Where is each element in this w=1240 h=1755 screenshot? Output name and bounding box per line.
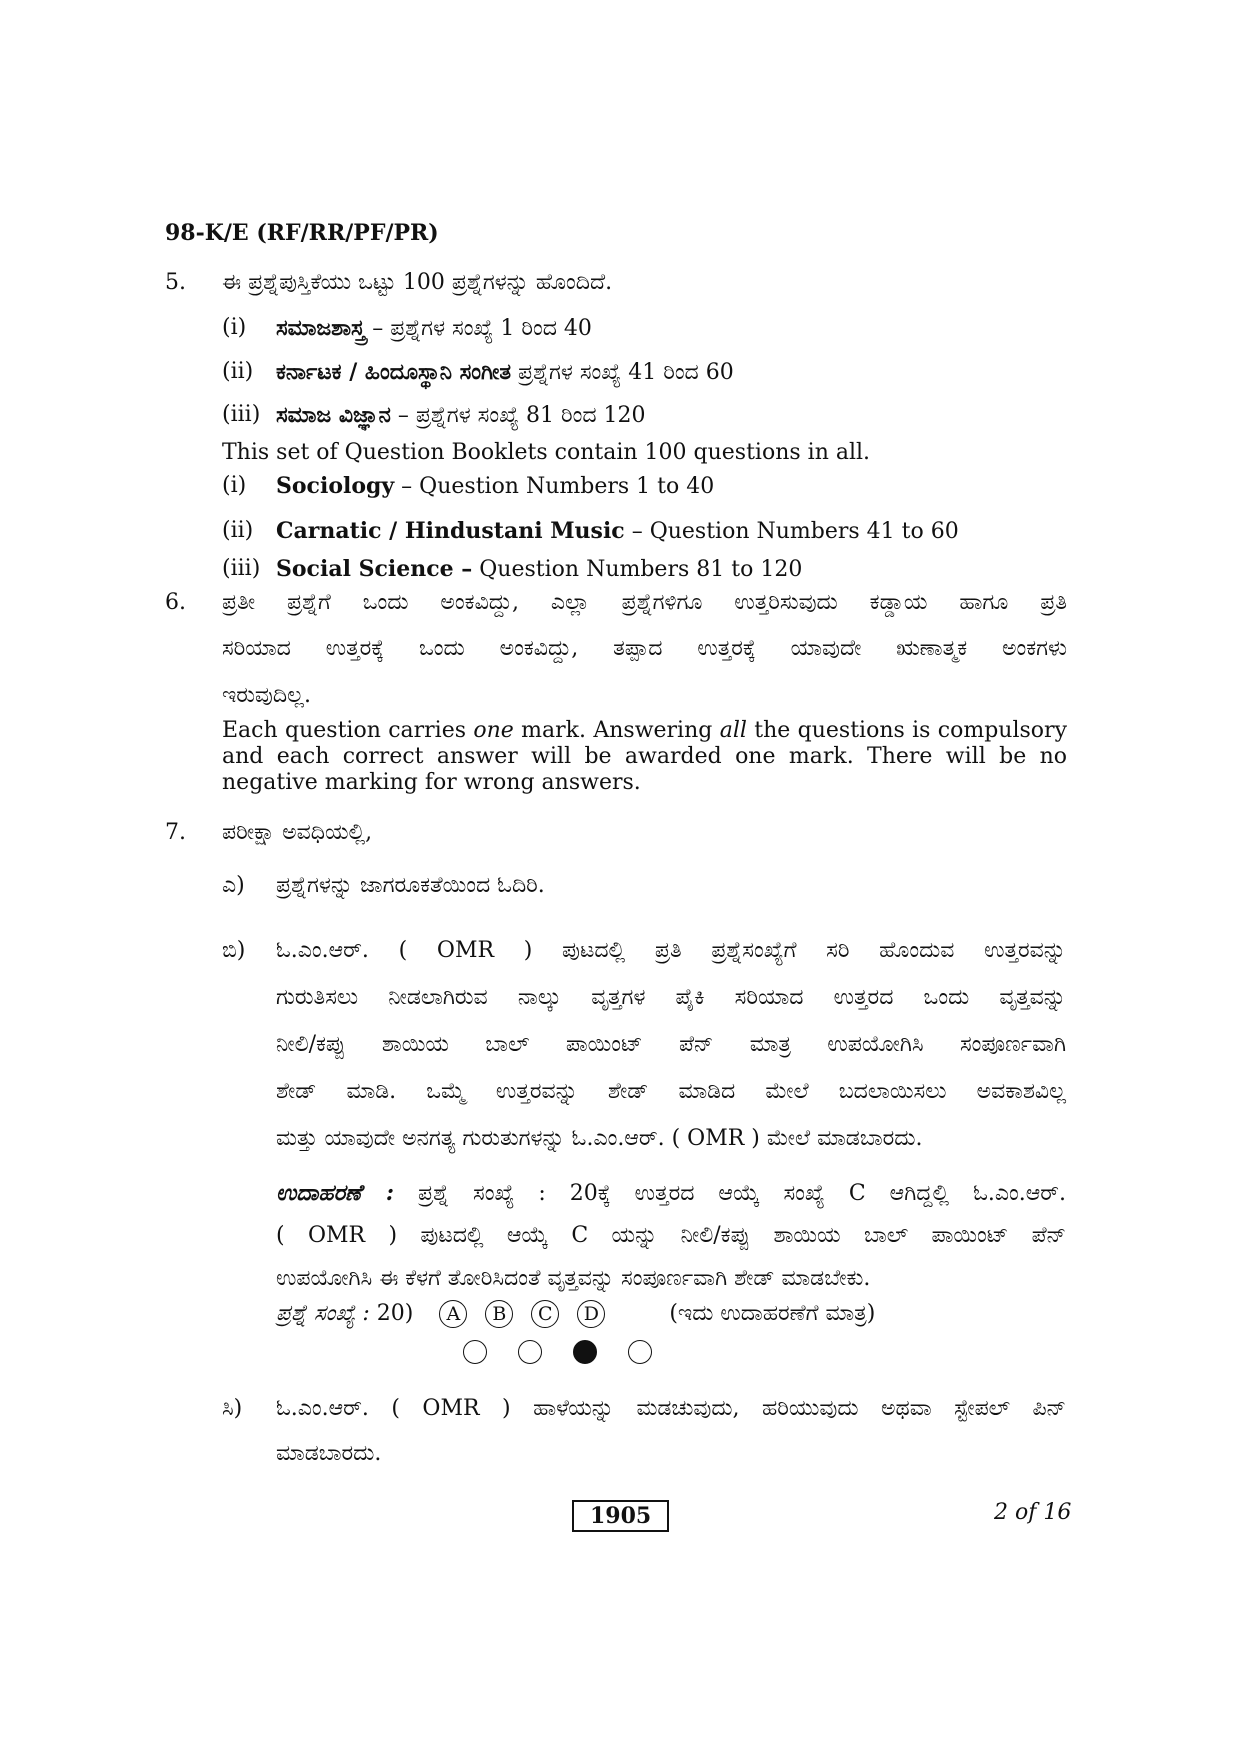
omr-bubble-d [628, 1340, 652, 1364]
q6-kannada-line: ಸರಿಯಾದ ಉತ್ತರಕ್ಕೆ ಒಂದು ಅಂಕವಿದ್ದು, ತಪ್ಪಾದ ಉತ್ತರಕ್ಕೆ ಯಾವುದೇ ಋಣಾತ್ಮಕ ಅಂಕಗಳು [222, 636, 1067, 661]
q7-b-line: ಓ.ಎಂ.ಆರ್. ( OMR ) ಪುಟದಲ್ಲಿ ಪ್ರತಿ ಪ್ರಶ್ನೆಸಂಖ್ಯೆಗೆ ಸರಿ ಹೊಂದುವ ಉತ್ತರವನ್ನು [276, 938, 1066, 963]
q7-intro: ಪರೀಕ್ಷಾ ಅವಧಿಯಲ್ಲಿ, [222, 820, 373, 845]
item-number-5: 5. [165, 270, 186, 295]
sample-label: ಪ್ರಶ್ನೆ ಸಂಖ್ಯೆ : [276, 1301, 370, 1326]
q5-kannada-intro: ಈ ಪ್ರಶ್ನೆಪುಸ್ತಿಕೆಯು ಒಟ್ಟು 100 ಪ್ರಶ್ನೆಗಳನ್ನು ಹೊಂದಿದೆ. [222, 270, 613, 295]
omr-bubble-b [518, 1340, 542, 1364]
option-letter-d: D [577, 1300, 605, 1328]
item-number-7: 7. [165, 820, 186, 845]
q5-kn-item-label: (ii) [222, 359, 254, 384]
item-number-6: 6. [165, 590, 186, 615]
option-letter-b: B [485, 1300, 513, 1328]
q7-c-line: ಮಾಡಬಾರದು. [276, 1441, 382, 1466]
q7-b-line: ಶೇಡ್ ಮಾಡಿ. ಒಮ್ಮೆ ಉತ್ತರವನ್ನು ಶೇಡ್ ಮಾಡಿದ ಮೇಲೆ ಬದಲಾಯಿಸಲು ಅವಕಾಶವಿಲ್ಲ [276, 1079, 1066, 1104]
omr-bubble-c-shaded [573, 1340, 597, 1364]
q7-example-line: ಉಪಯೋಗಿಸಿ ಈ ಕೆಳಗೆ ತೋರಿಸಿದಂತೆ ವೃತ್ತವನ್ನು ಸಂಪೂರ್ಣವಾಗಿ ಶೇಡ್ ಮಾಡಬೇಕು. [276, 1266, 871, 1291]
q5-en-item: Social Science – Question Numbers 81 to 120 [276, 556, 803, 582]
option-letter-a: A [439, 1300, 467, 1328]
sample-note: (ಇದು ಉದಾಹರಣೆಗೆ ಮಾತ್ರ) [669, 1301, 876, 1326]
q5-kn-item: ಸಮಾಜಶಾಸ್ತ್ರ – ಪ್ರಶ್ನೆಗಳ ಸಂಖ್ಯೆ 1 ರಿಂದ 40 [276, 315, 592, 341]
q7-example-line: ಉದಾಹರಣೆ : ಪ್ರಶ್ನೆ ಸಂಖ್ಯೆ : 20ಕ್ಕೆ ಉತ್ತರದ ಆಯ್ಕೆ ಸಂಖ್ಯೆ C ಆಗಿದ್ದಲ್ಲಿ ಓ.ಎಂ.ಆರ್. [276, 1180, 1066, 1206]
booklet-code: 98-K/E (RF/RR/PF/PR) [165, 220, 439, 246]
q5-kn-item-label: (iii) [222, 402, 261, 427]
page-number: 2 of 16 [994, 1500, 1072, 1525]
q7-c-line: ಓ.ಎಂ.ಆರ್. ( OMR ) ಹಾಳೆಯನ್ನು ಮಡಚುವುದು, ಹರಿಯುವುದು ಅಥವಾ ಸ್ಟೇಪಲ್ ಪಿನ್ [276, 1396, 1066, 1421]
q5-en-item-label: (iii) [222, 556, 261, 581]
q7-c-label: ಸಿ) [222, 1396, 243, 1421]
q5-en-item: Carnatic / Hindustani Music – Question Numbers 41 to 60 [276, 518, 959, 544]
q5-english-intro: This set of Question Booklets contain 100 questions in all. [222, 440, 871, 465]
sample-number: 20) [369, 1301, 414, 1326]
q5-kn-item: ಕರ್ನಾಟಕ / ಹಿಂದೂಸ್ಥಾನಿ ಸಂಗೀತ ಪ್ರಶ್ನೆಗಳ ಸಂಖ್ಯೆ 41 ರಿಂದ 60 [276, 359, 734, 385]
q7-a-text: ಪ್ರಶ್ನೆಗಳನ್ನು ಜಾಗರೂಕತೆಯಿಂದ ಓದಿರಿ. [276, 873, 545, 898]
q7-b-line: ಗುರುತಿಸಲು ನೀಡಲಾಗಿರುವ ನಾಲ್ಕು ವೃತ್ತಗಳ ಪೈಕಿ ಸರಿಯಾದ ಉತ್ತರದ ಒಂದು ವೃತ್ತವನ್ನು [276, 985, 1066, 1010]
option-letter-c: C [531, 1300, 559, 1328]
q7-b-label: ಬಿ) [222, 938, 246, 963]
q6-kannada-line: ಪ್ರತೀ ಪ್ರಶ್ನೆಗೆ ಒಂದು ಅಂಕವಿದ್ದು, ಎಲ್ಲಾ ಪ್ರಶ್ನೆಗಳಿಗೂ ಉತ್ತರಿಸುವುದು ಕಡ್ಡಾಯ ಹಾಗೂ ಪ್ರತಿ [222, 590, 1067, 615]
q5-kn-item: ಸಮಾಜ ವಿಜ್ಞಾನ – ಪ್ರಶ್ನೆಗಳ ಸಂಖ್ಯೆ 81 ರಿಂದ 120 [276, 402, 646, 428]
q7-b-line: ಮತ್ತು ಯಾವುದೇ ಅನಗತ್ಯ ಗುರುತುಗಳನ್ನು ಓ.ಎಂ.ಆರ್. ( OMR ) ಮೇಲೆ ಮಾಡಬಾರದು. [276, 1126, 923, 1151]
q7-b-line: ನೀಲಿ/ಕಪ್ಪು ಶಾಯಿಯ ಬಾಲ್ ಪಾಯಿಂಟ್ ಪೆನ್ ಮಾತ್ರ ಉಪಯೋಗಿಸಿ ಸಂಪೂರ್ಣವಾಗಿ [276, 1032, 1066, 1057]
footer-paper-code: 1905 [572, 1500, 669, 1532]
q5-kn-item-label: (i) [222, 315, 247, 340]
q6-kannada-line: ಇರುವುದಿಲ್ಲ. [222, 683, 311, 708]
q5-en-item-label: (i) [222, 473, 247, 498]
q5-en-item-label: (ii) [222, 518, 254, 543]
q7-example-line: ( OMR ) ಪುಟದಲ್ಲಿ ಆಯ್ಕೆ C ಯನ್ನು ನೀಲಿ/ಕಪ್ಪು ಶಾಯಿಯ ಬಾಲ್ ಪಾಯಿಂಟ್ ಪೆನ್ [276, 1223, 1066, 1248]
q6-english-paragraph: Each question carries one mark. Answering all the questions is compulsory and each correct answer will be awarded one mark. There will be no negative marking for wrong answers. [222, 718, 1067, 795]
q7-a-label: ಎ) [222, 873, 245, 898]
q7-sample-question [276, 1300, 875, 1328]
q5-en-item: Sociology – Question Numbers 1 to 40 [276, 473, 715, 499]
omr-bubble-a [463, 1340, 487, 1364]
